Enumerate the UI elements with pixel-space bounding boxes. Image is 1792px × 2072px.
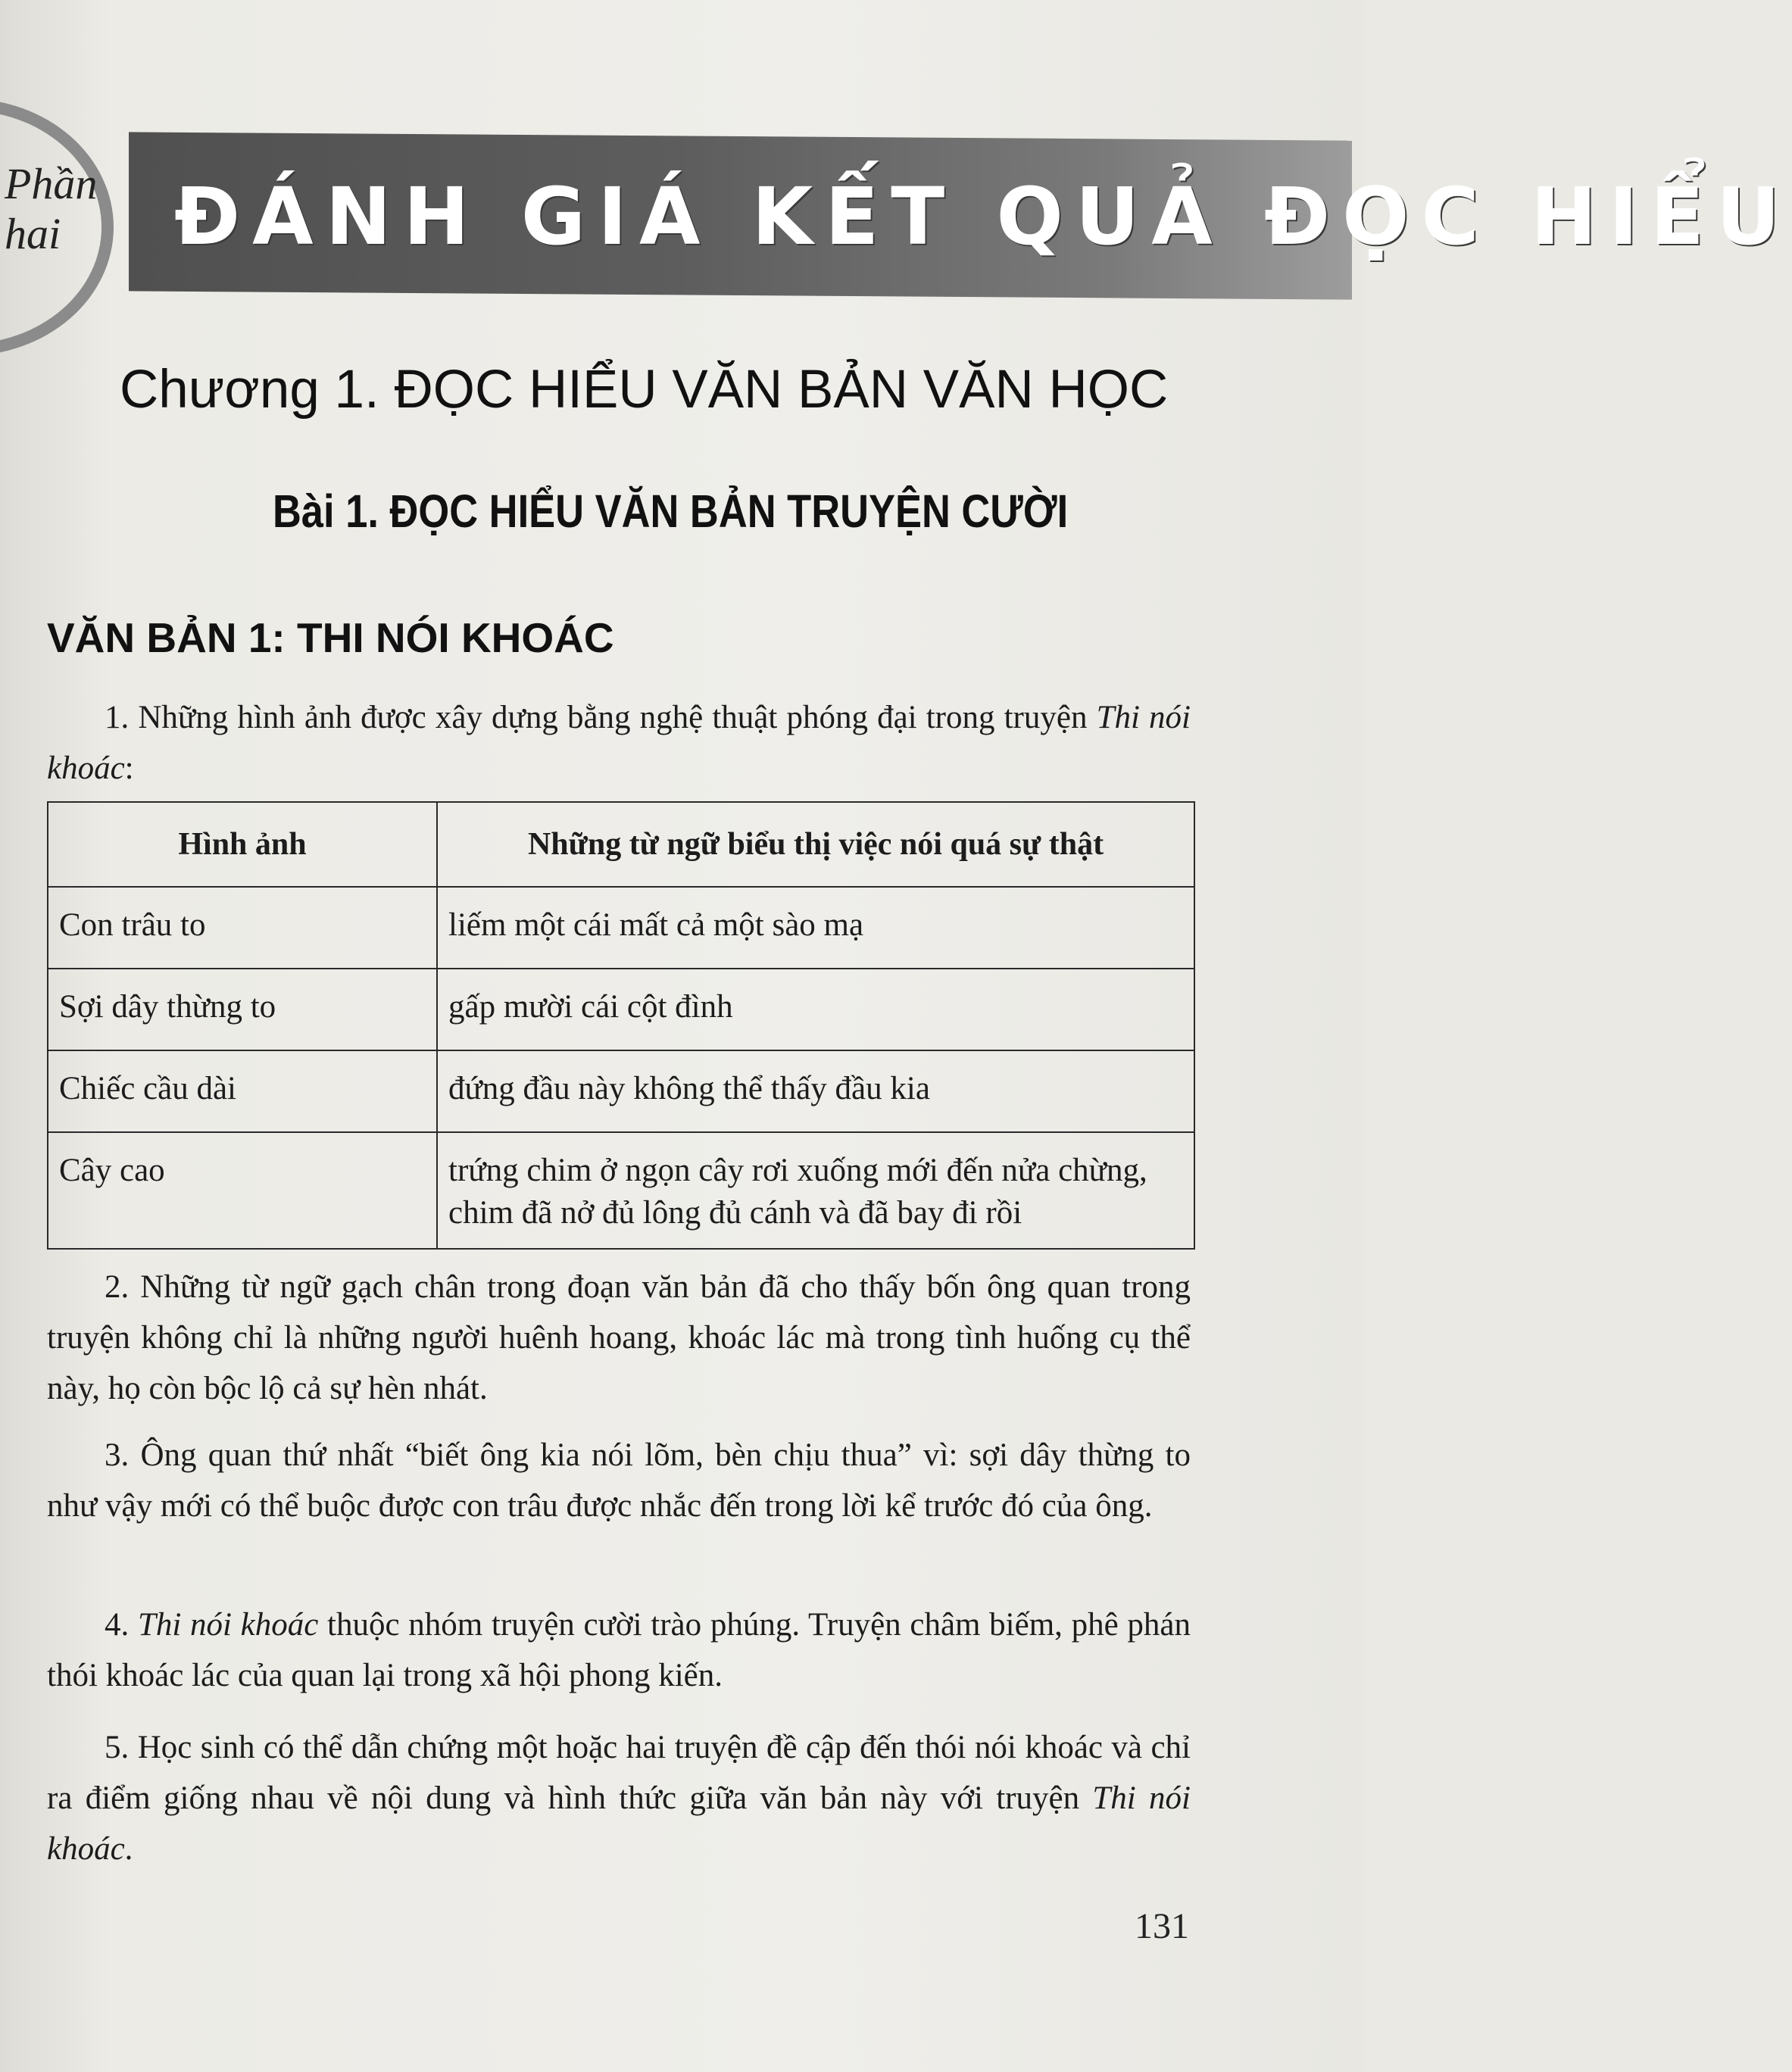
item4-title: Thi nói khoác [137, 1607, 319, 1643]
item5-title: Thi nói khoác [47, 1780, 1191, 1867]
chapter-title: Chương 1. ĐỌC HIỂU VĂN BẢN VĂN HỌC [120, 360, 1169, 420]
part-label-line2: hai [5, 209, 61, 258]
item1-title: Thi nói khoác [47, 700, 1191, 786]
table-row [48, 969, 1194, 1050]
table-cell: Con trâu to [48, 887, 437, 969]
table-cell: trứng chim ở ngọn cây rơi xuống mới đến nửa chừng, chim đã nở đủ lông đủ cánh và đã bay đi rồi [437, 1132, 1194, 1249]
table-cell: liếm một cái mất cả một sào mạ [437, 887, 1194, 969]
table-row [48, 1132, 1194, 1249]
table-row [48, 1050, 1194, 1132]
page-number: 131 [1135, 1906, 1189, 1946]
table-cell: Chiếc cầu dài [48, 1050, 437, 1132]
table-cell: đứng đầu này không thể thấy đầu kia [437, 1050, 1194, 1132]
item4-number: 4. [105, 1607, 138, 1643]
section-title: VĂN BẢN 1: THI NÓI KHOÁC [47, 614, 614, 661]
item1-text: 1. Những hình ảnh được xây dựng bằng nghệ thuật phóng đại trong truyện [105, 700, 1097, 735]
table-cell: Cây cao [48, 1132, 437, 1249]
table-header-row [48, 802, 1194, 887]
paragraph-item-4 [47, 1599, 1191, 1701]
item5-suffix: . [124, 1831, 133, 1867]
banner-title: ĐÁNH GIÁ KẾT QUẢ ĐỌC HIỂU [174, 170, 1792, 263]
table-header-cell: Những từ ngữ biểu thị việc nói quá sự thật [437, 802, 1194, 887]
paragraph-item-1 [47, 692, 1191, 794]
paragraph-item-5 [47, 1722, 1191, 1874]
lesson-title: Bài 1. ĐỌC HIỂU VĂN BẢN TRUYỆN CƯỜI [273, 485, 1069, 537]
paragraph-item-2: 2. Những từ ngữ gạch chân trong đoạn văn bản đã cho thấy bốn ông quan trong truyện không chỉ là những người huênh hoang, khoác lác mà trong tình huống cụ thể này, họ còn bộc lộ cả sự hèn nhát. [47, 1269, 1191, 1406]
part-label-line1: Phần [5, 159, 98, 208]
item1-suffix: : [124, 750, 134, 786]
paragraph-item-3: 3. Ông quan thứ nhất “biết ông kia nói lõm, bèn chịu thua” vì: sợi dây thừng to như vậy mới có thể buộc được con trâu được nhắc đến trong lời kể trước đó của ông. [47, 1437, 1191, 1524]
item5-text: 5. Học sinh có thể dẫn chứng một hoặc hai truyện đề cập đến thói nói khoác và chỉ ra điểm giống nhau về nội dung và hình thức giữa văn bản này với truyện [47, 1730, 1191, 1816]
table-header-cell: Hình ảnh [48, 802, 437, 887]
table-cell: gấp mười cái cột đình [437, 969, 1194, 1050]
table-row [48, 887, 1194, 969]
table-cell: Sợi dây thừng to [48, 969, 437, 1050]
item4-text: thuộc nhóm truyện cười trào phúng. Truyện châm biếm, phê phán thói khoác lác của quan lại trong xã hội phong kiến. [47, 1607, 1191, 1693]
imagery-table [47, 801, 1195, 1250]
part-label [5, 159, 98, 259]
